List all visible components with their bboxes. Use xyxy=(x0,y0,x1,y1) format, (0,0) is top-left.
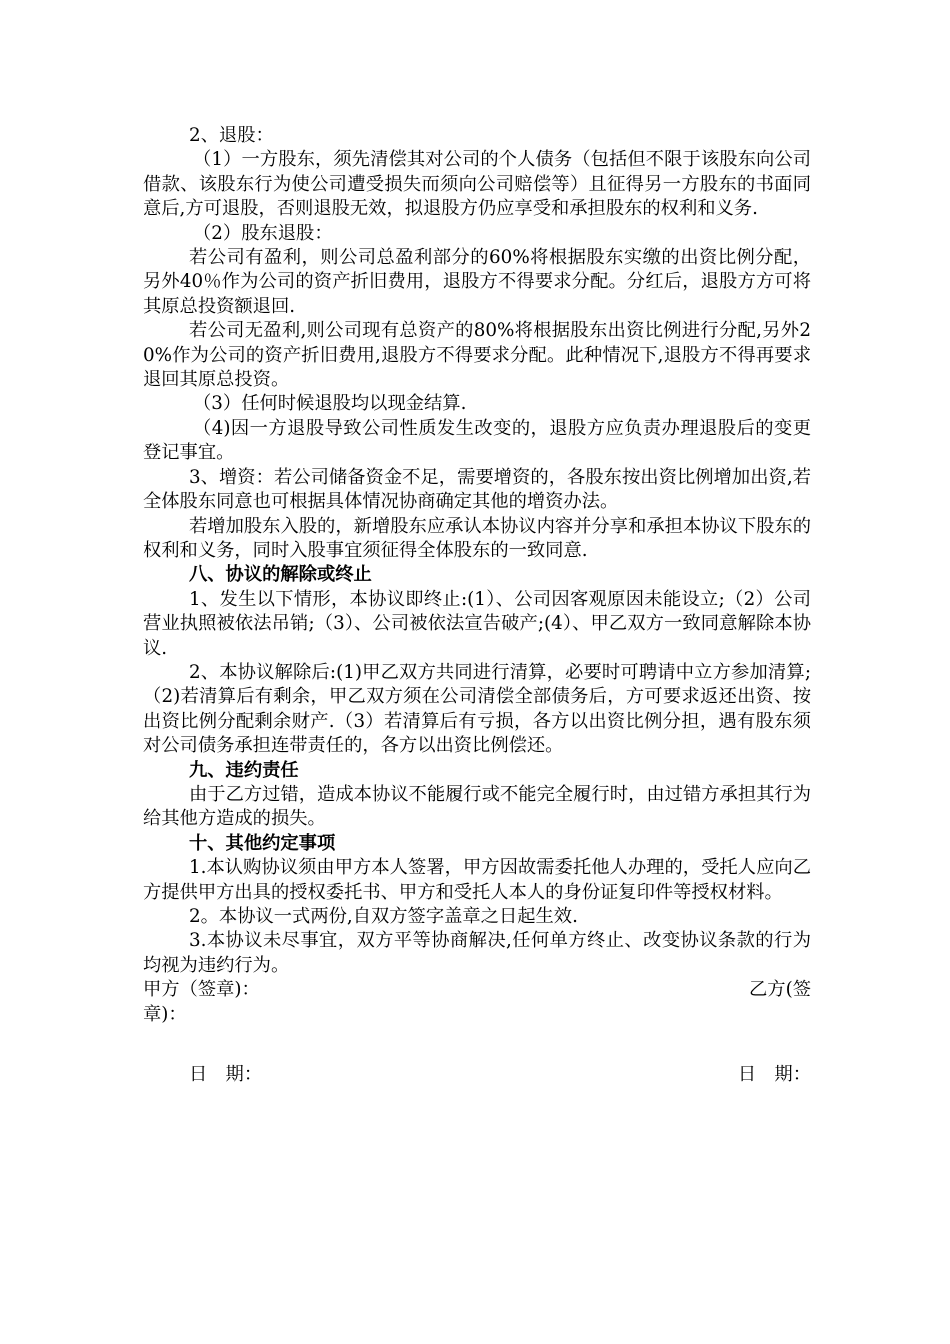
section8-heading: 八、协议的解除或终止 xyxy=(189,564,372,586)
section8-item2: 2、本协议解除后:(1)甲乙双方共同进行清算，必要时可聘请中立方参加清算;（2)若清算后有剩余，甲乙双方须在公司清偿全部债务后，方可要求返还出资、按出资比例分配剩余财产.（3）若清算后有亏损，各方以出资比例分担，遇有股东须对公司债务承担连带责任的，各方以出资比例偿还。 xyxy=(143,661,811,757)
signature-row xyxy=(143,978,811,1002)
section8-item1: 1、发生以下情形，本协议即终止:(1）、公司因客观原因未能设立;（2）公司营业执照被依法吊销;（3）、公司被依法宣告破产;(4）、甲乙双方一致同意解除本协议. xyxy=(143,588,811,659)
section9-heading: 九、违约责任 xyxy=(189,759,299,781)
withdraw-profit-paragraph: 若公司有盈利，则公司总盈利部分的60%将根据股东实缴的出资比例分配，另外40％作为公司的资产折旧费用，退股方不得要求分配。分红后，退股方方可将其原总投资额退回. xyxy=(143,247,811,317)
section10-item1: 1.本认购协议须由甲方本人签署，甲方因故需委托他人办理的，受托人应向乙方提供甲方出具的授权委托书、甲方和受托人本人的身份证复印件等授权材料。 xyxy=(143,857,811,903)
withdraw-clause-4: （4)因一方退股导致公司性质发生改变的，退股方应负责办理退股后的变更登记事宜。 xyxy=(143,417,811,464)
section10-item2: 2。本协议一式两份,自双方签字盖章之日起生效. xyxy=(189,906,578,927)
withdraw-clause-2-title: （2）股东退股： xyxy=(193,222,333,244)
withdraw-noprofit-paragraph: 若公司无盈利,则公司现有总资产的80%将根据股东出资比例进行分配,另外20%作为公司的资产折旧费用,退股方不得要求分配。此种情况下,退股方不得再要求退回其原总投资。 xyxy=(143,320,811,391)
party-a-date-label: 日 期： xyxy=(189,1064,263,1086)
withdraw-clause-3: （3）任何时候退股均以现金结算. xyxy=(193,393,467,415)
section10-heading: 十、其他约定事项 xyxy=(189,832,336,854)
date-row xyxy=(143,1063,811,1087)
document-page xyxy=(143,124,811,1087)
party-b-signature-label-continued: 章)： xyxy=(143,1003,187,1025)
party-b-signature-label: 乙方(签 xyxy=(749,979,811,1001)
new-shareholder-paragraph: 若增加股东入股的，新增股东应承认本协议内容并分享和承担本协议下股东的权利和义务，同时入股事宜须征得全体股东的一致同意. xyxy=(143,515,811,561)
withdraw-title: 2、退股： xyxy=(189,125,274,146)
section9-body: 由于乙方过错，造成本协议不能履行或不能完全履行时，由过错方承担其行为给其他方造成的损失。 xyxy=(143,783,811,830)
capital-increase-paragraph: 3、增资：若公司储备资金不足，需要增资的，各股东按出资比例增加出资,若全体股东同意也可根据具体情况协商确定其他的增资办法。 xyxy=(143,466,811,513)
section10-item3: 3.本协议未尽事宜，双方平等协商解决,任何单方终止、改变协议条款的行为均视为违约行为。 xyxy=(143,930,811,976)
party-b-date-label: 日 期： xyxy=(737,1064,811,1086)
party-a-signature-label: 甲方（签章)： xyxy=(143,979,260,1001)
withdraw-clause-1: （1）一方股东，须先清偿其对公司的个人债务（包括但不限于该股东向公司借款、该股东行为使公司遭受损失而须向公司赔偿等）且征得另一方股东的书面同意后,方可退股，否则退股无效，拟退股方仍应享受和承担股东的权利和义务. xyxy=(143,149,811,220)
